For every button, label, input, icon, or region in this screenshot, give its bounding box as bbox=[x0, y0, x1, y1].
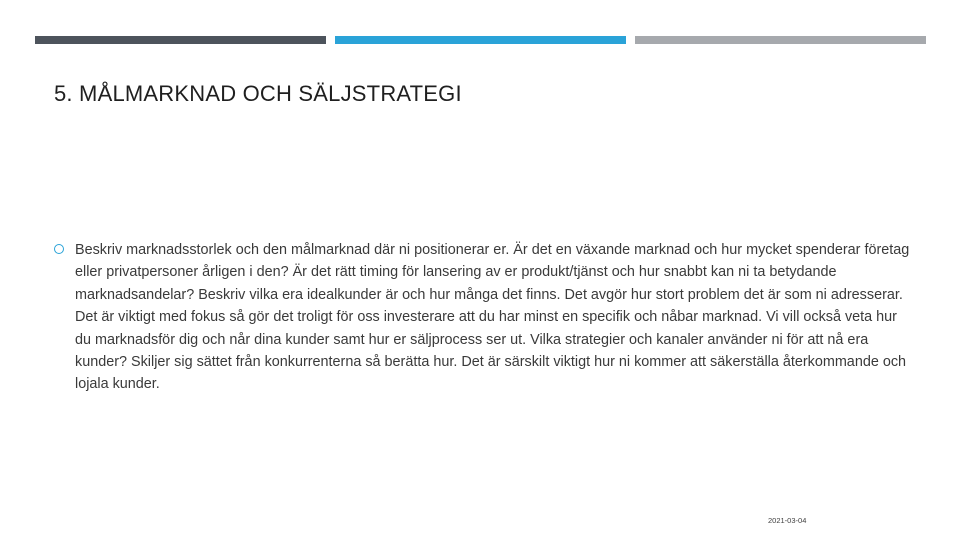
footer-date: 2021-03-04 bbox=[768, 516, 807, 525]
bullet-text: Beskriv marknadsstorlek och den målmarknad där ni positionerar er. Är det en växande marknad och hur mycket spenderar företag eller privatpersoner årligen i den? Är det rätt timing för lansering av er produkt/tjänst och hur snabbt kan ni ta betydande marknadsandelar? Beskriv vilka era idealkunder är och hur många det finns. Det avgör hur stort problem det är som ni adresserar. Det är viktigt med fokus så gör det troligt för oss investerare att du har minst en specifik och nåbar marknad. Vi vill också veta hur du marknadsför dig och når dina kunder samt hur er säljprocess ser ut. Vilka strategier och kanaler använder ni för att nå era kunder? Skiljer sig sättet från konkurrenterna så berätta hur. Det är särskilt viktigt hur ni kommer att säkerställa återkommande och lojala kunder. bbox=[75, 242, 910, 393]
slide-title: 5. MÅLMARKNAD OCH SÄLJSTRATEGI bbox=[54, 81, 462, 106]
top-bar-dark bbox=[35, 36, 326, 44]
top-bar-light bbox=[635, 36, 926, 44]
bullet-list bbox=[54, 239, 914, 396]
top-decorative-bars bbox=[35, 36, 926, 44]
circle-outline-icon bbox=[54, 244, 64, 254]
top-bar-accent bbox=[335, 36, 626, 44]
